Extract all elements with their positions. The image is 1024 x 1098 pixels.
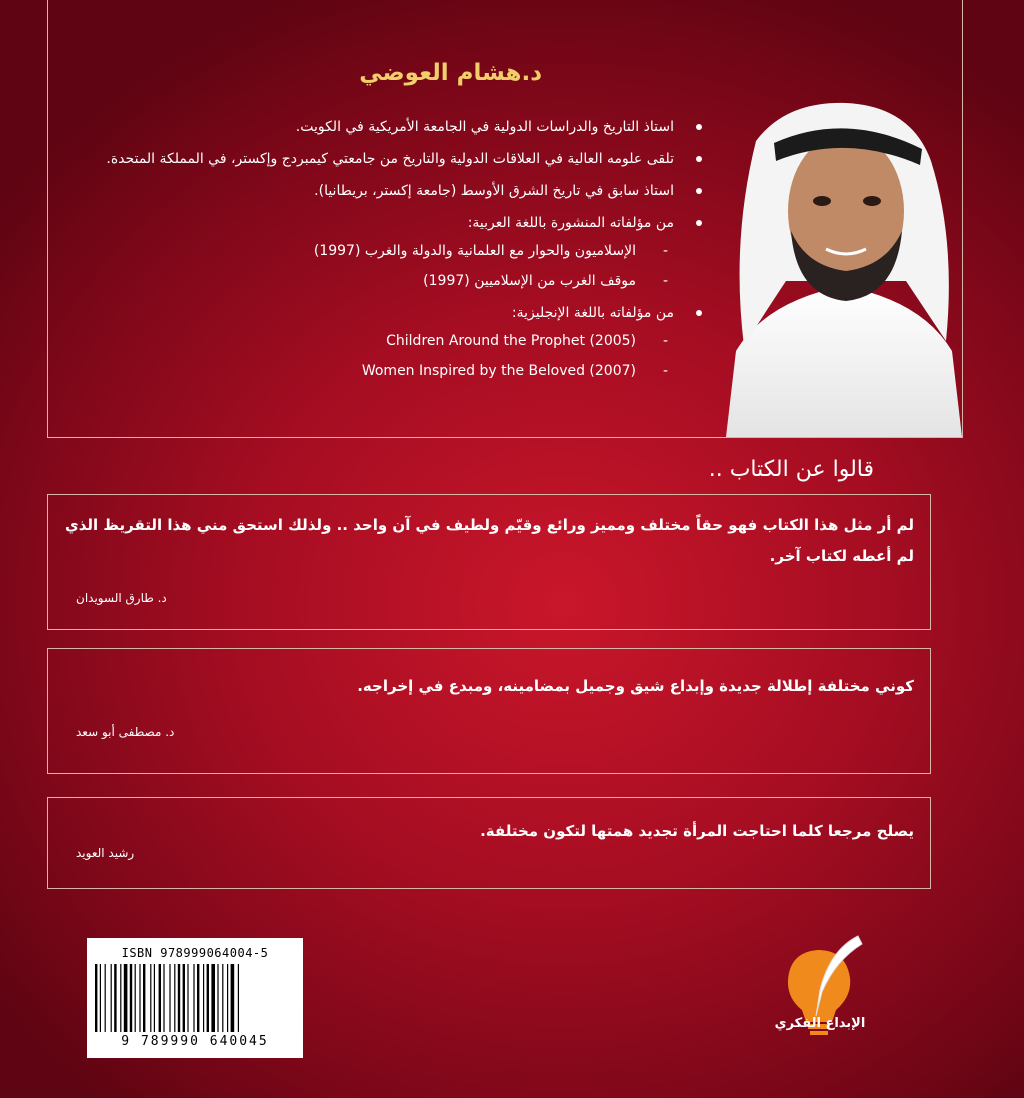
- barcode-bar: [211, 964, 215, 1032]
- bullet-icon: [696, 310, 702, 316]
- isbn-label: ISBN 978999064004-5: [121, 946, 269, 960]
- english-works-list: [72, 329, 674, 383]
- english-works-item: من مؤلفاته باللغة الإنجليزية: - Children Around the Prophet (2005) - Women Inspired by the Beloved (2007): [72, 301, 712, 383]
- bullet-icon: [696, 156, 702, 162]
- barcode-bar: [183, 964, 185, 1032]
- bio-item: استاذ التاريخ والدراسات الدولية في الجامعة الأمريكية في الكويت.: [72, 115, 712, 139]
- review-box: [47, 648, 931, 774]
- barcode-bar: [114, 964, 116, 1032]
- author-portrait: [726, 81, 962, 437]
- barcode-bar: [217, 964, 218, 1032]
- barcode-bar: [154, 964, 155, 1032]
- barcode-bar: [111, 964, 112, 1032]
- barcode-bar: [159, 964, 161, 1032]
- review-author: د. طارق السويدان: [76, 591, 167, 605]
- bio-item: تلقى علومه العالية في العلاقات الدولية والتاريخ من جامعتي كيمبردج وإكستر، في المملكة المتحدة.: [72, 147, 712, 171]
- barcode-bar: [163, 964, 164, 1032]
- author-bio-panel: [47, 0, 963, 438]
- bio-list: [72, 115, 712, 391]
- dash-icon: -: [662, 273, 668, 289]
- barcode-bar: [169, 964, 170, 1032]
- barcode-bar: [105, 964, 106, 1032]
- barcode-bar: [222, 964, 223, 1032]
- review-box: [47, 797, 931, 889]
- barcode-bars: [95, 964, 295, 1032]
- review-text: يصلح مرجعا كلما احتاجت المرأة تجديد همتها لتكون مختلفة.: [480, 822, 914, 840]
- work-item: - موقف الغرب من الإسلاميين (1997): [72, 269, 674, 293]
- barcode-bar: [238, 964, 239, 1032]
- dash-icon: -: [662, 333, 668, 349]
- barcode-bar: [203, 964, 204, 1032]
- dash-icon: -: [662, 363, 668, 379]
- barcode-bar: [207, 964, 209, 1032]
- review-text: لم أر مثل هذا الكتاب فهو حقاً مختلف ومميز ورائع وقيّم ولطيف في آن واحد .. ولذلك استحق مني هذا التقريظ الذي لم أعطه لكتاب آخر.: [65, 516, 914, 565]
- review-box: [47, 494, 931, 630]
- bio-item: استاذ سابق في تاريخ الشرق الأوسط (جامعة إكستر، بريطانيا).: [72, 179, 712, 203]
- barcode-bar: [197, 964, 199, 1032]
- arabic-works-item: من مؤلفاته المنشورة باللغة العربية: - الإسلاميون والحوار مع العلمانية والدولة والغرب (1997) - موقف الغرب من الإسلاميين (1997): [72, 211, 712, 293]
- isbn-barcode: [87, 938, 303, 1058]
- barcode-bar: [174, 964, 175, 1032]
- barcode-bar: [120, 964, 121, 1032]
- barcode-bar: [231, 964, 235, 1032]
- review-author: رشيد العويد: [76, 846, 135, 860]
- publisher-name: الإبداع الفكري: [774, 1016, 866, 1031]
- barcode-bar: [95, 964, 97, 1032]
- review-author: د. مصطفى أبو سعد: [76, 725, 175, 739]
- bullet-icon: [696, 188, 702, 194]
- barcode-bar: [178, 964, 180, 1032]
- barcode-bar: [130, 964, 132, 1032]
- barcode-bar: [139, 964, 140, 1032]
- work-item: - Women Inspired by the Beloved (2007): [72, 359, 674, 383]
- bullet-icon: [696, 124, 702, 130]
- author-name: د.هشام العوضي: [359, 60, 542, 86]
- barcode-bar: [143, 964, 145, 1032]
- barcode-bar: [227, 964, 228, 1032]
- barcode-bar: [193, 964, 194, 1032]
- bullet-icon: [696, 220, 702, 226]
- arabic-works-list: [72, 239, 674, 293]
- barcode-digits: 9 789990 640045: [121, 1034, 269, 1049]
- barcode-bar: [100, 964, 101, 1032]
- work-item: - الإسلاميون والحوار مع العلمانية والدولة والغرب (1997): [72, 239, 674, 263]
- review-text: كوني مختلفة إطلالة جديدة وإبداع شيق وجميل بمضامينه، ومبدع في إخراجه.: [357, 677, 914, 695]
- work-item: - Children Around the Prophet (2005): [72, 329, 674, 353]
- reviews-heading: قالوا عن الكتاب ..: [708, 457, 874, 482]
- barcode-bar: [124, 964, 128, 1032]
- barcode-bar: [187, 964, 188, 1032]
- barcode-bar: [135, 964, 136, 1032]
- dash-icon: -: [662, 243, 668, 259]
- barcode-bar: [150, 964, 151, 1032]
